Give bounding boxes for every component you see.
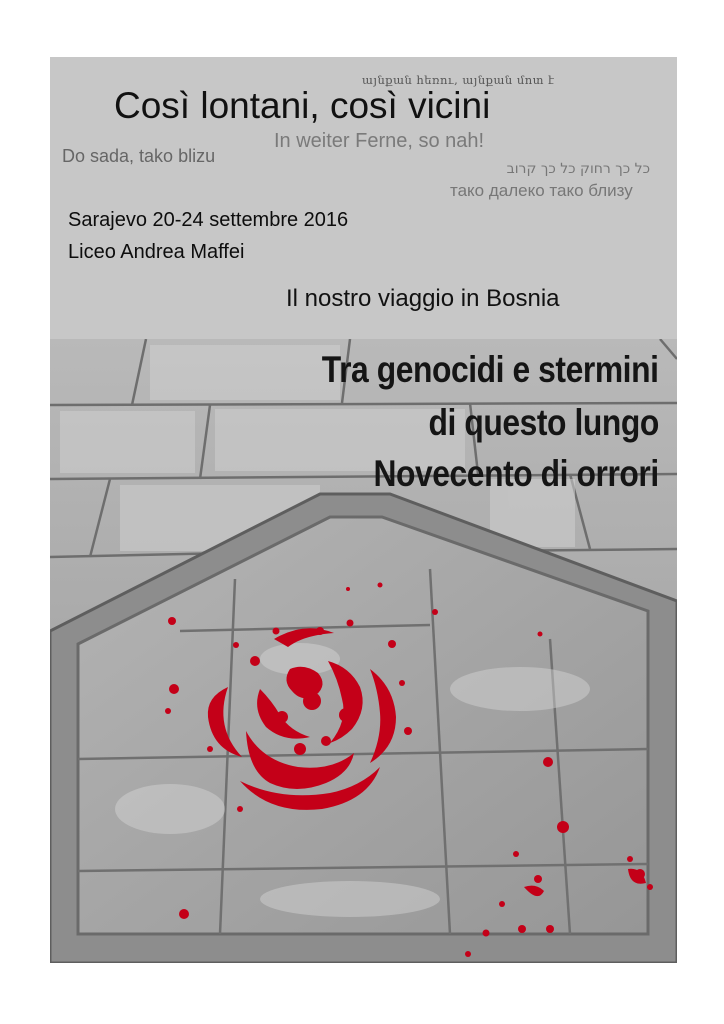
armenian-subtitle: այնքան հեռու, այնքան մոտ է [362,73,555,87]
headline-line-2: di questo lungo [428,402,659,443]
bosnian-subtitle: Do sada, tako blizu [62,146,216,166]
trip-date: Sarajevo 20-24 settembre 2016 [68,209,349,231]
poster [50,57,677,963]
header-band [50,57,677,339]
school-name: Liceo Andrea Maffei [68,241,245,263]
russian-subtitle: тако далеко тако близу [450,181,633,200]
headline-line-1: Tra genocidi e stermini [322,349,659,390]
main-title: Così lontani, così vicini [114,85,491,126]
headline-line-3: Novecento di orrori [373,453,659,494]
hebrew-subtitle: כל כך רחוק כל כך קרוב [506,161,650,177]
journey-title: Il nostro viaggio in Bosnia [286,285,560,312]
german-subtitle: In weiter Ferne, so nah! [274,130,485,152]
